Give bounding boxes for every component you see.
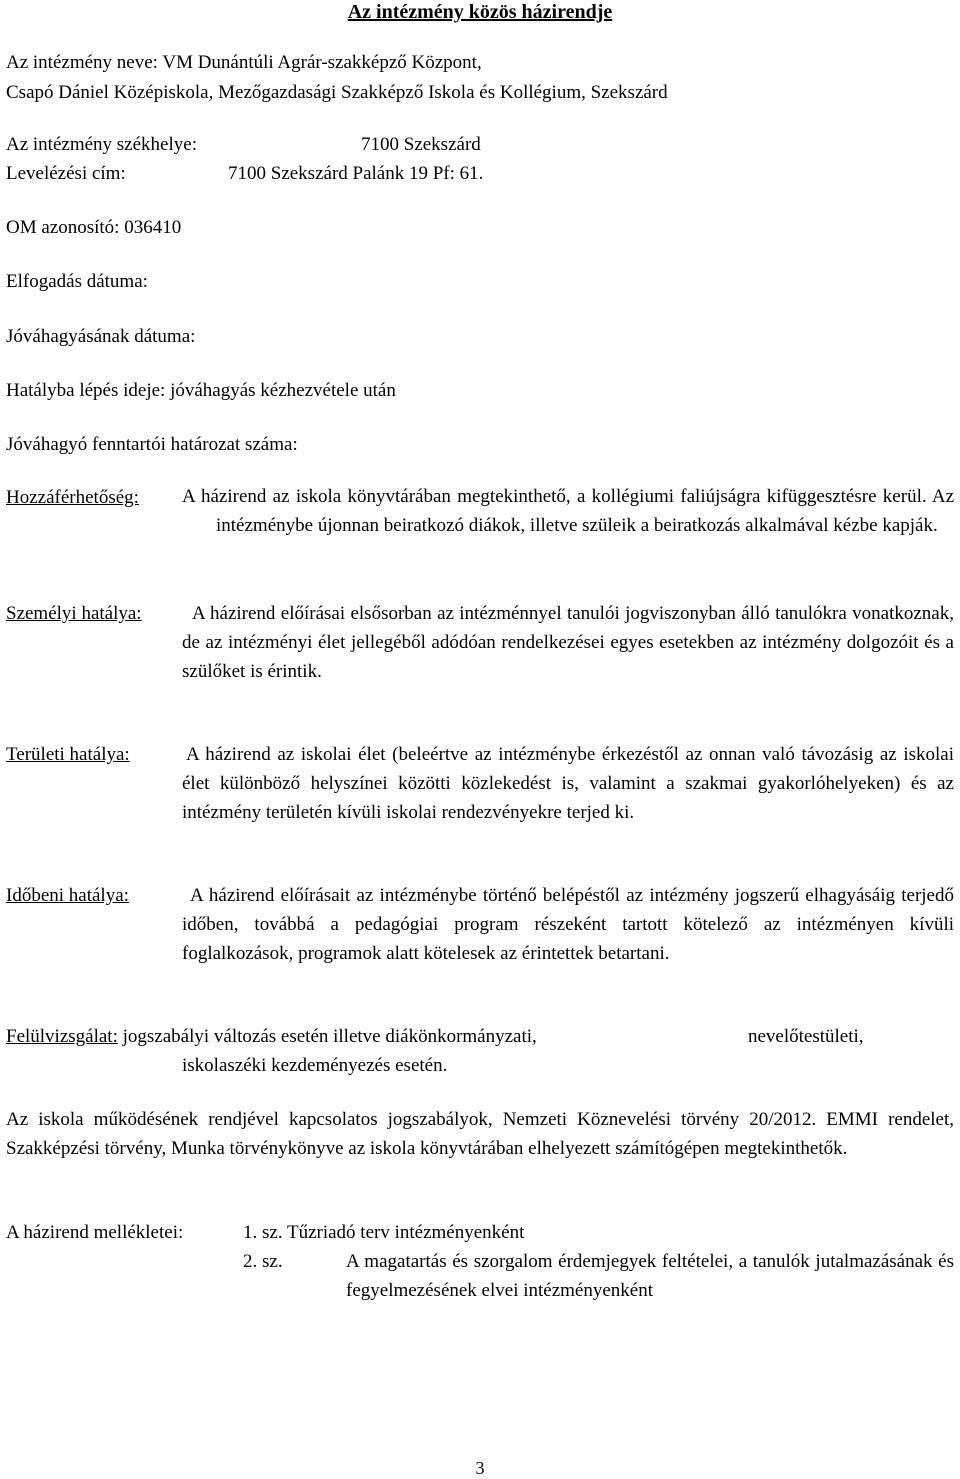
temporal-body (182, 881, 954, 968)
mail-value: 7100 Szekszárd Palánk 19 Pf: 61. (228, 163, 484, 184)
effective-date: Hatályba lépés ideje: jóváhagyás kézhezvétele után (6, 380, 396, 401)
institution-name-line1: Az intézmény neve: VM Dunántúli Agrár-szakképző Központ, (6, 52, 482, 73)
access-body-text: A házirend az iskola könyvtárában megtekinthető, a kollégiumi faliújságra kifüggesztésre kerül. Az intézménybe újonnan beiratkozó diákok, illetve szüleik a beiratkozás alkalmával kézbe kapják. (182, 486, 954, 536)
personal-label: Személyi hatálya: (6, 603, 142, 624)
annex-item-1: 1. sz. Tűzriadó terv intézményenként (243, 1222, 525, 1243)
temporal-body-text: A házirend előírásait az intézménybe történő belépéstől az intézmény jogszerű elhagyásáig terjedő időben, továbbá a pedagógiai program részeként tartott kötelező az intézményen kívüli foglalkozások, programok alatt kötelesek az érintettek betartani. (182, 885, 954, 964)
page-number: 3 (475, 1458, 485, 1478)
om-id: OM azonosító: 036410 (6, 217, 182, 238)
laws-paragraph: Az iskola működésének rendjével kapcsolatos jogszabályok, Nemzeti Köznevelési törvény 20/2012. EMMI rendelet, Szakképzési törvény, Munka törvénykönyve az iskola könyvtárában elhelyezett számítógépen megtekinthetők. (6, 1109, 954, 1159)
personal-body-text: A házirend előírásai elsősorban az intézménnyel tanulói jogviszonyban álló tanulókra vonatkoznak, de az intézményi élet jellegéből adódóan rendelkezései egyes esetekben az intézmény dolgozóit és a szülőket is érintik. (182, 603, 954, 682)
territorial-body (182, 740, 954, 827)
review-text-b: nevelőtestületi, (748, 1026, 864, 1047)
seat-row (6, 134, 481, 156)
access-label: Hozzáférhetőség: (6, 487, 139, 508)
review-row (6, 1026, 864, 1048)
review-text-c: iskolaszéki kezdeményezés esetén. (182, 1055, 448, 1076)
annex-item-2-number: 2. sz. (243, 1251, 283, 1272)
page-title: Az intézmény közös házirendje (347, 1, 613, 23)
review-label: Felülvizsgálat: (6, 1026, 118, 1047)
accept-date: Elfogadás dátuma: (6, 271, 148, 292)
institution-name-line2: Csapó Dániel Középiskola, Mezőgazdasági Szakképző Iskola és Kollégium, Szekszárd (6, 82, 668, 103)
mail-row (6, 163, 484, 185)
mail-label: Levelézési cím: (6, 163, 126, 184)
approve-date: Jóváhagyásának dátuma: (6, 326, 196, 347)
annexes-label: A házirend mellékletei: (6, 1222, 184, 1243)
territorial-body-text: A házirend az iskolai élet (beleértve az intézménybe érkezéstől az onnan való távozásig az iskolai élet különböző helyszínei közötti közlekedést is, valamint a szakmai gyakorlóhelyeken) és az intézmény területén kívüli iskolai rendezvényekre terjed ki. (182, 744, 954, 823)
temporal-label: Időbeni hatálya: (6, 885, 129, 906)
seat-value: 7100 Szekszárd (361, 134, 481, 155)
annexes-row (6, 1222, 525, 1244)
seat-label: Az intézmény székhelye: (6, 134, 197, 155)
annex-item-2-text: A magatartás és szorgalom érdemjegyek feltételei, a tanulók jutalmazásának és fegyelmezésének elvei intézményenként (346, 1251, 954, 1301)
resolution-number: Jóváhagyó fenntartói határozat száma: (6, 434, 298, 455)
review-text-a: jogszabályi változás esetén illetve diákönkormányzati, (122, 1026, 537, 1047)
personal-body (182, 599, 954, 686)
territorial-label: Területi hatálya: (6, 744, 130, 765)
access-body (182, 482, 954, 540)
